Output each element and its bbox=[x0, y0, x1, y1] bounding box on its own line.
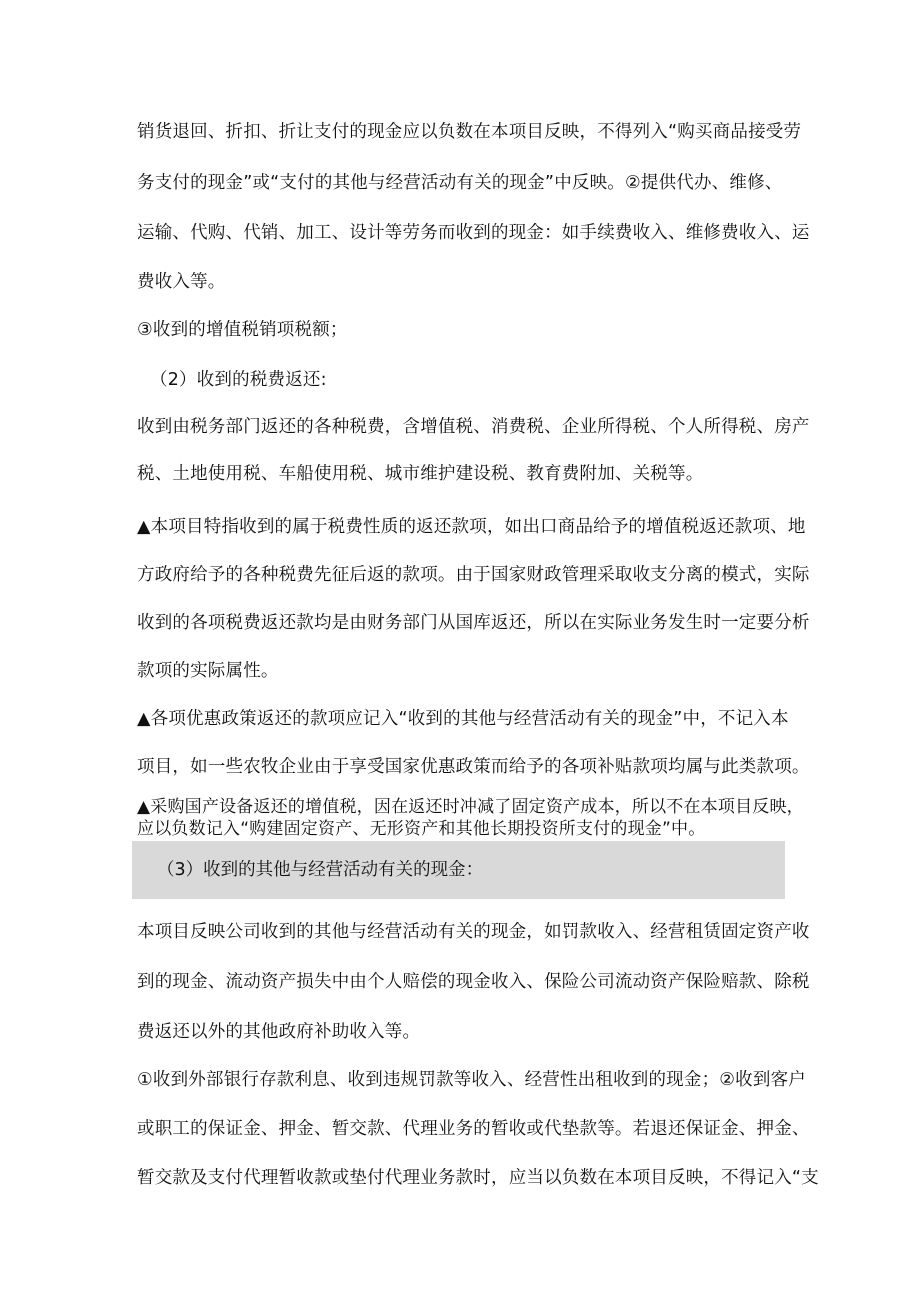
paragraph-line: 收到由税务部门返还的各种税费，含增值税、消费税、企业所得税、个人所得税、房产 bbox=[137, 417, 810, 437]
paragraph-line: 方政府给予的各种税费先征后返的款项。由于国家财政管理采取收支分离的模式，实际 bbox=[137, 565, 810, 585]
paragraph-line: ①收到外部银行存款利息、收到违规罚款等收入、经营性出租收到的现金；②收到客户 bbox=[137, 1070, 806, 1090]
section-heading-3: （3）收到的其他与经营活动有关的现金： bbox=[157, 860, 484, 880]
paragraph-line: 费返还以外的其他政府补助收入等。 bbox=[137, 1022, 421, 1042]
paragraph-line: 收到的各项税费返还款均是由财务部门从国库返还，所以在实际业务发生时一定要分析 bbox=[137, 613, 810, 633]
paragraph-line: 务支付的现金”或“支付的其他与经营活动有关的现金”中反映。②提供代办、维修、 bbox=[137, 173, 783, 193]
paragraph-line: 暂交款及支付代理暂收款或垫付代理业务款时，应当以负数在本项目反映，不得记入“支 bbox=[137, 1168, 819, 1188]
paragraph-line: 到的现金、流动资产损失中由个人赔偿的现金收入、保险公司流动资产保险赔款、除税 bbox=[137, 972, 810, 992]
paragraph-line: 项目，如一些农牧企业由于享受国家优惠政策而给予的各项补贴款项均属与此类款项。 bbox=[137, 757, 810, 777]
paragraph-line: ▲本项目特指收到的属于税费性质的返还款项，如出口商品给予的增值税返还款项、地 bbox=[137, 517, 806, 537]
paragraph-line: 本项目反映公司收到的其他与经营活动有关的现金，如罚款收入、经营租赁固定资产收 bbox=[137, 922, 810, 942]
paragraph-line: 或职工的保证金、押金、暂交款、代理业务的暂收或代垫款等。若退还保证金、押金、 bbox=[137, 1119, 810, 1139]
paragraph-line: ③收到的增值税销项税额； bbox=[137, 320, 348, 340]
paragraph-line: ▲各项优惠政策返还的款项应记入“收到的其他与经营活动有关的现金”中，不记入本 bbox=[137, 709, 789, 729]
paragraph-line: 运输、代购、代销、加工、设计等劳务而收到的现金：如手续费收入、维修费收入、运 bbox=[137, 223, 810, 243]
paragraph-line: 销货退回、折扣、折让支付的现金应以负数在本项目反映，不得列入“购买商品接受劳 bbox=[137, 122, 802, 142]
paragraph-line: 款项的实际属性。 bbox=[137, 661, 279, 681]
paragraph-line: 应以负数记入“购建固定资产、无形资产和其他长期投资所支付的现金”中。 bbox=[137, 819, 706, 839]
paragraph-line: ▲采购国产设备返还的增值税，因在返还时冲减了固定资产成本，所以不在本项目反映， bbox=[137, 797, 804, 817]
paragraph-line: 税、土地使用税、车船使用税、城市维护建设税、教育费附加、关税等。 bbox=[137, 464, 704, 484]
section-heading-2: （2）收到的税费返还: bbox=[150, 370, 327, 390]
paragraph-line: 费收入等。 bbox=[137, 272, 226, 292]
